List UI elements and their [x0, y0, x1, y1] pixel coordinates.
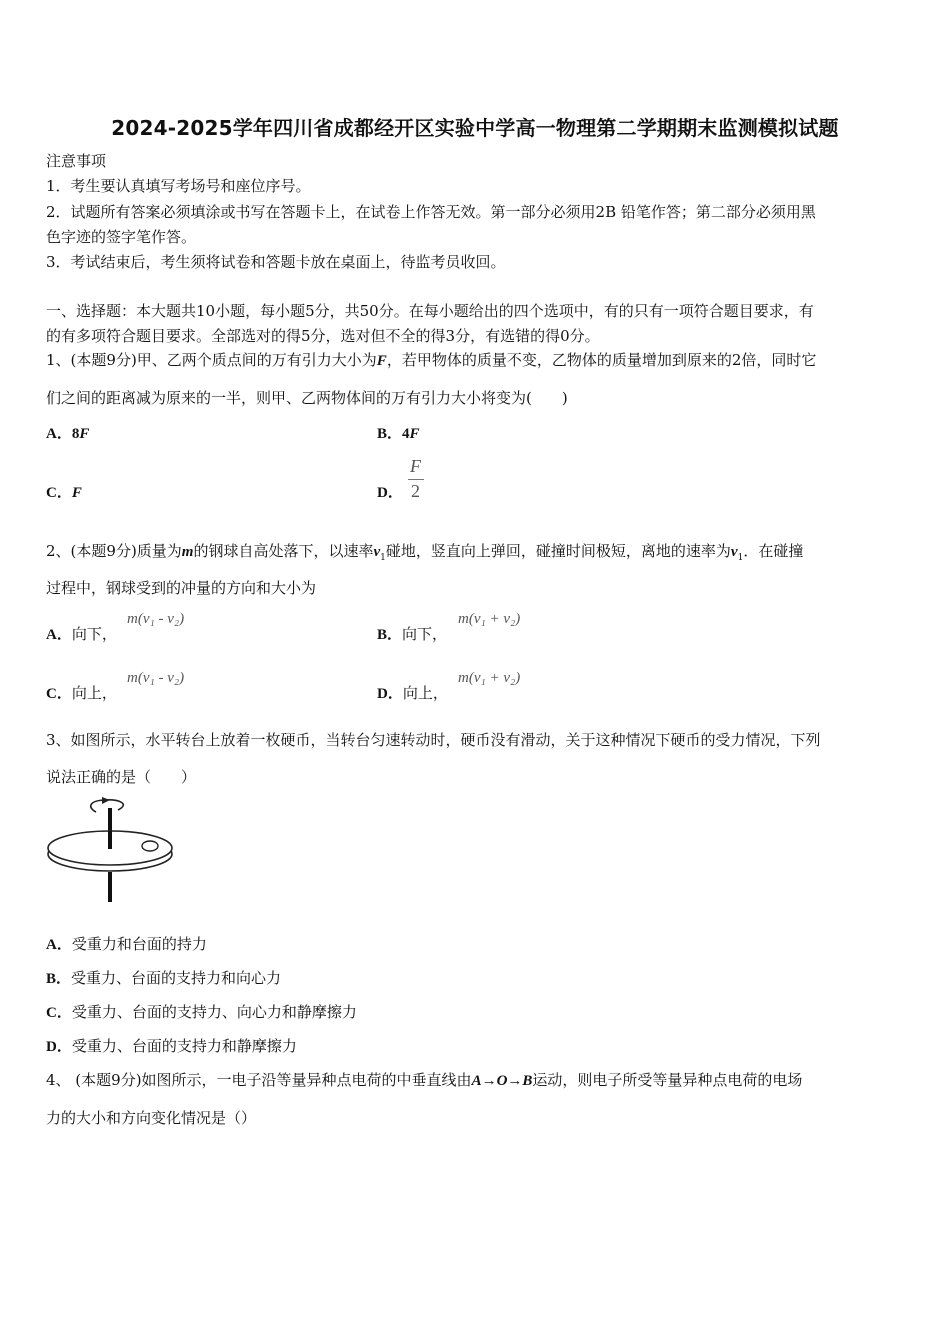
q1-text-b: ，若甲物体的质量不变，乙物体的质量增加到原来的2倍，同时它 [386, 351, 817, 369]
q1-option-c-var: F [71, 485, 82, 501]
q1-var-F: F [376, 353, 387, 369]
q4-stem-line2: 力的大小和方向变化情况是（） [46, 1109, 257, 1127]
q3-option-a[interactable] [46, 934, 207, 955]
q2-option-d[interactable] [377, 683, 448, 704]
notice-item-2-cont: 色字迹的签字笔作答。 [46, 228, 197, 246]
q1-text-a: 1、(本题9分)甲、乙两个质点间的万有引力大小为 [46, 351, 377, 369]
q2-option-d-text: 向上， [402, 684, 448, 702]
q1-option-d-fraction-bar [408, 479, 424, 480]
q1-option-a-var: F [79, 426, 90, 442]
notice-item-1: 1．考生要认真填写考场号和座位序号。 [46, 177, 311, 195]
q4-path: A→O→B [471, 1073, 533, 1089]
q1-option-d-label: D． [377, 485, 403, 501]
q2-var-v1: v [373, 544, 381, 560]
q3-option-c-text: 受重力、台面的支持力、向心力和静摩擦力 [71, 1003, 357, 1021]
q4-text-b: 运动，则电子所受等量异种点电荷的电场 [532, 1071, 803, 1089]
turntable-figure [44, 796, 174, 902]
q3-option-b[interactable] [46, 968, 281, 989]
q3-option-d[interactable] [46, 1036, 297, 1057]
q3-option-b-text: 受重力、台面的支持力和向心力 [71, 969, 282, 987]
notice-heading: 注意事项 [46, 152, 107, 170]
q3-option-a-label: A． [46, 937, 72, 953]
q3-option-c-label: C． [46, 1005, 72, 1021]
q2-option-b-label: B． [377, 627, 403, 643]
q2-option-d-expr: m(v₁ + v₂) [458, 670, 521, 686]
notice-item-3: 3．考试结束后，考生须将试卷和答题卡放在桌面上，待监考员收回。 [46, 253, 506, 271]
q3-option-c[interactable] [46, 1002, 357, 1023]
q3-option-d-text: 受重力、台面的支持力和静摩擦力 [71, 1037, 297, 1055]
q2-option-c-label: C． [46, 686, 72, 702]
q2-option-d-label: D． [377, 686, 403, 702]
q3-option-d-label: D． [46, 1039, 72, 1055]
q2-text-c: 碰地，竖直向上弹回，碰撞时间极短，离地的速率为 [385, 542, 731, 560]
q2-option-c[interactable] [46, 683, 117, 704]
rotation-arrow [91, 800, 124, 812]
q4-stem-line1 [46, 1070, 906, 1091]
q1-option-b[interactable] [377, 423, 420, 444]
q2-option-a[interactable] [46, 624, 117, 645]
q1-option-a[interactable] [46, 423, 89, 444]
q1-option-c-label: C． [46, 485, 72, 501]
q2-stem-line2: 过程中，钢球受到的冲量的方向和大小为 [46, 579, 317, 597]
q1-option-c[interactable] [46, 482, 82, 503]
q1-option-b-num: 4 [402, 426, 410, 442]
q3-stem-line2: 说法正确的是（ ） [46, 768, 197, 786]
q2-option-b-expr: m(v₁ + v₂) [458, 611, 521, 627]
q2-option-b-text: 向下， [402, 625, 448, 643]
axle-through-disc [108, 831, 112, 849]
q2-option-a-label: A． [46, 627, 72, 643]
q1-stem-line2: 们之间的距离减为原来的一半，则甲、乙两物体间的万有引力大小将变为( ) [46, 389, 568, 407]
q3-option-a-text: 受重力和台面的持力 [71, 935, 207, 953]
q2-var-v1-second: v [730, 544, 738, 560]
q1-stem-line1 [46, 350, 906, 371]
q3-stem-line1: 3、如图所示，水平转台上放着一枚硬币，当转台匀速转动时，硬币没有滑动，关于这种情况下硬币的受力情况，下列 [46, 731, 821, 749]
q1-option-d-numerator: F [410, 456, 421, 476]
q1-option-d[interactable] [377, 482, 403, 503]
q2-var-v1-sub: 1 [380, 553, 386, 563]
q3-option-b-label: B． [46, 971, 72, 987]
q1-option-b-label: B． [377, 426, 403, 442]
q2-text-a: 2、(本题9分)质量为 [46, 542, 182, 560]
q2-text-d: ．在碰撞 [743, 542, 804, 560]
q2-var-m: m [181, 544, 194, 560]
q2-option-c-text: 向上， [71, 684, 117, 702]
axle-lower [108, 872, 112, 902]
page-title: 2024-2025学年四川省成都经开区实验中学高一物理第二学期期末监测模拟试题 [111, 116, 839, 140]
notice-item-2: 2．试题所有答案必须填涂或书写在答题卡上，在试卷上作答无效。第一部分必须用2B 铅笔作答；第二部分必须用黑 [46, 203, 816, 221]
q1-option-a-label: A． [46, 426, 72, 442]
q1-option-b-var: F [409, 426, 420, 442]
coin [142, 841, 158, 851]
q2-option-a-text: 向下， [71, 625, 117, 643]
rotation-arrowhead [102, 797, 110, 804]
section-intro-line2: 的有多项符合题目要求。全部选对的得5分，选对但不全的得3分，有选错的得0分。 [46, 327, 600, 345]
q2-stem-line1 [46, 541, 906, 568]
q2-option-a-expr: m(v₁ - v₂) [127, 611, 185, 627]
q2-option-b[interactable] [377, 624, 447, 645]
q2-var-v1-second-sub: 1 [737, 553, 744, 563]
q4-text-a: 4、 (本题9分)如图所示，一电子沿等量异种点电荷的中垂直线由 [46, 1071, 472, 1089]
q2-option-c-expr: m(v₁ - v₂) [127, 670, 185, 686]
q1-option-d-denominator: 2 [411, 481, 420, 501]
q1-option-a-num: 8 [71, 426, 80, 442]
section-intro-line1: 一、选择题：本大题共10小题，每小题5分，共50分。在每小题给出的四个选项中，有的只有一项符合题目要求，有 [46, 302, 814, 320]
q2-text-b: 的钢球自高处落下，以速率 [193, 542, 374, 560]
